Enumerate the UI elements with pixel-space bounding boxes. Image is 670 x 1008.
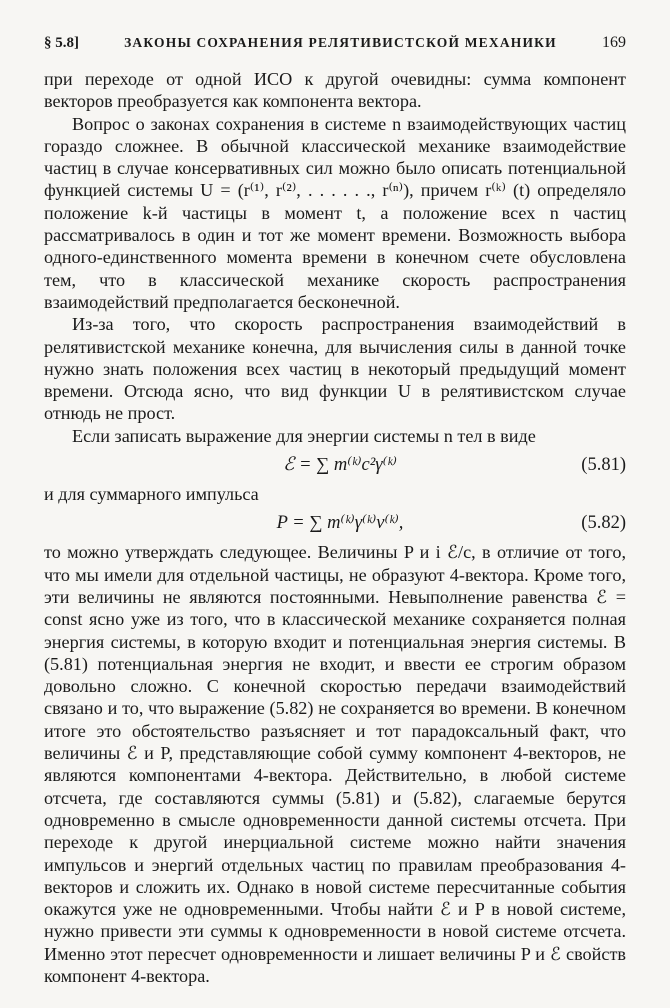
equation-energy-formula: ℰ = ∑ m⁽ᵏ⁾c²γ⁽ᵏ⁾ [283, 455, 397, 476]
equation-energy-number: (5.81) [581, 455, 626, 476]
equation-momentum-number: (5.82) [581, 513, 626, 534]
paragraph-finite-speed: Из-за того, что скорость распространения взаимодействий в релятивистской механике конечна, для вычисления силы в данной точке нужно знать положения всех частиц в некоторый предыдущий момент времени. Отсюда ясно, что вид функции U в релятивистском случае отнюдь не прост. [44, 314, 626, 424]
paragraph-conclusion: то можно утверждать следующее. Величины P и i ℰ/c, в отличие от того, что мы имели для отдельной частицы, не образуют 4-вектора. Кроме того, эти величины не являются постоянными. Невыполнение равенства ℰ = const ясно уже из того, что в классической механике сохраняется полная энергия системы, в которую входит и потенциальная энергия системы. В (5.81) потенциальная энергия не входит, и ввести ее строгим образом довольно сложно. С конечной скоростью передачи взаимодействий связано и то, что выражение (5.82) не сохраняется во времени. В конечном итоге это обстоятельство разъясняет и тот парадоксальный факт, что величины ℰ и P, представляющие собой сумму компонент 4-векторов, не являются компонентами 4-вектора. Действительно, в любой системе отсчета, где составляются суммы (5.81) и (5.82), слагаемые берутся одновременно в смысле одновременности данной системы отсчета. При переходе к другой инерциальной системе можно найти значения импульсов и энергий отдельных частиц по правилам преобразования 4-векторов и сложить их. Однако в новой системе пересчитанные события окажутся уже не одновременными. Чтобы найти ℰ и P в новой системе, нужно привести эти суммы к одновременности в новой системе отсчета. Именно этот пересчет одновременности и лишает величины P и ℰ свойств компонент 4-вектора. [44, 542, 626, 986]
paragraph-energy-intro: Если записать выражение для энергии системы n тел в виде [72, 425, 536, 446]
momentum-intro: и для суммарного импульса [44, 484, 259, 505]
equation-momentum-formula: P = ∑ m⁽ᵏ⁾γ⁽ᵏ⁾v⁽ᵏ⁾, [276, 513, 404, 534]
paragraph-continuation: при переходе от одной ИСО к другой очевидны: сумма компонент векторов преобразуется как компонента вектора. [44, 69, 626, 112]
paragraph-n-particles: Вопрос о законах сохранения в системе n взаимодействующих частиц гораздо сложнее. В обычной классической механике взаимодействие частиц в случае консервативных сил можно было описать потенциальной функцией системы U = (r⁽¹⁾, r⁽²⁾, . . . . . ., r⁽ⁿ⁾), причем r⁽ᵏ⁾ (t) определяло положение k-й частицы в момент t, а положение всех n частиц рассматривалось в один и тот же момент времени. Возможность выбора одного-единственного момента времени в конечном счете обусловлена тем, что в классической механике скорость распространения взаимодействий предполагается бесконечной. [44, 113, 626, 312]
chapter-title: ЗАКОНЫ СОХРАНЕНИЯ РЕЛЯТИВИСТСКОЙ МЕХАНИКИ [124, 35, 557, 50]
equation-energy [44, 447, 626, 483]
running-header [44, 34, 626, 52]
section-ref: § 5.8] [44, 35, 79, 51]
equation-momentum [44, 505, 626, 541]
page-number: 169 [601, 34, 626, 51]
